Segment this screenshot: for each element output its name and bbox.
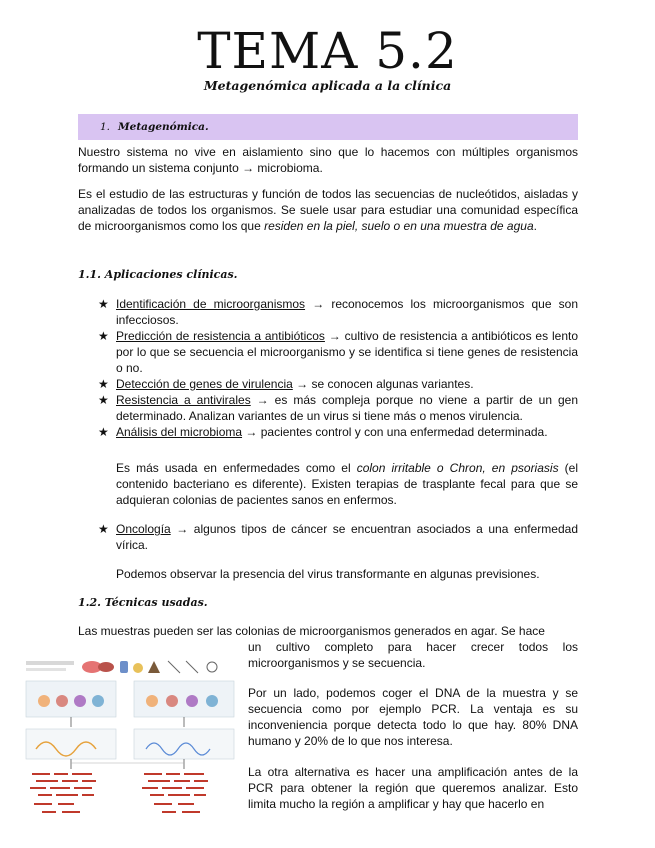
- sample-cell-icon: [133, 663, 143, 673]
- star-bullet-icon: ★: [98, 522, 109, 536]
- page-subtitle: Metagenómica aplicada a la clínica: [203, 78, 452, 93]
- sample-organ-icon: [98, 662, 114, 672]
- star-bullet-icon: ★: [98, 329, 109, 343]
- panel-icon: [146, 695, 158, 707]
- panel-icon: [92, 695, 104, 707]
- note-text-end: (el contenido bacteriano es diferente). Existen terapias de trasplante fecal para que se adquieran colonias de pacientes sanos en enfermos.: [116, 461, 578, 507]
- intro-paragraph-2: [78, 186, 578, 234]
- list-item-text: → algunos tipos de cáncer se encuentran asociados a una enfermedad vírica.: [116, 522, 578, 552]
- techniques-paragraph-1-line1: Las muestras pueden ser las colonias de microorganismos generados en agar. Se hace: [78, 624, 545, 638]
- panel-icon: [38, 695, 50, 707]
- workflow-diagram: [22, 653, 240, 823]
- list-item: [98, 328, 578, 376]
- list-item-term: Oncología: [116, 522, 171, 536]
- panel-icon: [206, 695, 218, 707]
- star-bullet-icon: ★: [98, 297, 109, 311]
- section-heading-metagenomica: [78, 114, 578, 140]
- note-italic: colon irritable o Chron, en psoriasis: [356, 461, 559, 475]
- sequence-reads: [30, 773, 208, 813]
- panel-icon: [74, 695, 86, 707]
- oncology-list: [98, 521, 578, 553]
- figure-caption-line: [26, 668, 66, 671]
- panel-icon: [186, 695, 198, 707]
- list-item-text: → pacientes control y con una enfermedad determinada.: [242, 425, 548, 439]
- applications-list: [98, 296, 578, 440]
- list-item-text: → reconocemos los microorganismos que son infecciosos.: [116, 297, 579, 327]
- metagenomics-workflow-figure: [22, 653, 240, 823]
- list-item: [98, 424, 578, 440]
- intro-p2-end: .: [533, 219, 537, 233]
- star-bullet-icon: ★: [98, 377, 109, 391]
- list-item-term: Identificación de microorganismos: [116, 297, 306, 311]
- sample-soil-icon: [148, 661, 160, 673]
- list-item-term: Análisis del microbioma: [116, 425, 243, 439]
- techniques-paragraph-2: Por un lado, podemos coger el DNA de la muestra y se secuencia como por ejemplo PCR. La ventaja es su inconveniencia porque detecta todo lo que hay. 80% DNA humano y 20% de lo que nos interesa.: [248, 686, 578, 748]
- star-bullet-icon: ★: [98, 425, 109, 439]
- figure-caption-line: [26, 661, 74, 665]
- techniques-paragraph-3: La otra alternativa es hacer una amplificación antes de la PCR para obtener la región que queremos analizar. Esto limita mucho la región a amplificar y hay que hacerlo en: [248, 765, 578, 811]
- sample-swab-icon: [168, 661, 180, 673]
- panel-icon: [56, 695, 68, 707]
- list-item-term: Detección de genes de virulencia: [116, 377, 293, 391]
- microbioma-note: [116, 460, 578, 508]
- list-item-text: → cultivo de resistencia a antibióticos es lento por lo que se secuencia el microorganismo y se identifica si tiene genes de resistencia o no.: [116, 329, 578, 375]
- list-item: [98, 521, 578, 553]
- sample-water-icon: [207, 662, 217, 672]
- intro-p2-text: Es el estudio de las estructuras y función de todos las secuencias de nucleótidos, aisladas y analizadas de todos los organismos. Se suele usar para estudiar una comunidad específica de microorganismos como los que: [78, 187, 578, 233]
- list-item-term: Predicción de resistencia a antibióticos: [116, 329, 325, 343]
- list-item: [98, 392, 578, 424]
- sample-tube-icon: [120, 661, 128, 673]
- section-number: 1.: [100, 121, 111, 133]
- page-title: TEMA 5.2: [197, 22, 458, 80]
- subsection-heading-aplicaciones: 1.1. Aplicaciones clínicas.: [78, 268, 238, 281]
- techniques-paragraph-1-rest: un cultivo completo para hacer crecer todos los microorganismos y se secuencia.: [248, 640, 578, 670]
- sample-needle-icon: [186, 661, 198, 673]
- section-label: Metagenómica.: [118, 121, 209, 133]
- panel-icon: [166, 695, 178, 707]
- list-item-text: → es más compleja porque no viene a partir de un gen determinado. Analizan variantes de un virus si tiene más o menos virulencia.: [116, 393, 578, 423]
- list-item-text: → se conocen algunas variantes.: [292, 377, 474, 391]
- list-item: [98, 296, 578, 328]
- oncology-note: Podemos observar la presencia del virus transformante en algunas previsiones.: [116, 567, 540, 581]
- list-item: [98, 376, 578, 392]
- intro-p2-italic: residen en la piel, suelo o en una muestra de agua: [264, 219, 534, 233]
- star-bullet-icon: ★: [98, 393, 109, 407]
- intro-paragraph-1: Nuestro sistema no vive en aislamiento sino que lo hacemos con múltiples organismos formando un sistema conjunto → microbioma.: [78, 145, 578, 175]
- subsection-heading-tecnicas: 1.2. Técnicas usadas.: [78, 596, 208, 609]
- list-item-term: Resistencia a antivirales: [116, 393, 251, 407]
- note-text: Es más usada en enfermedades como el: [116, 461, 357, 475]
